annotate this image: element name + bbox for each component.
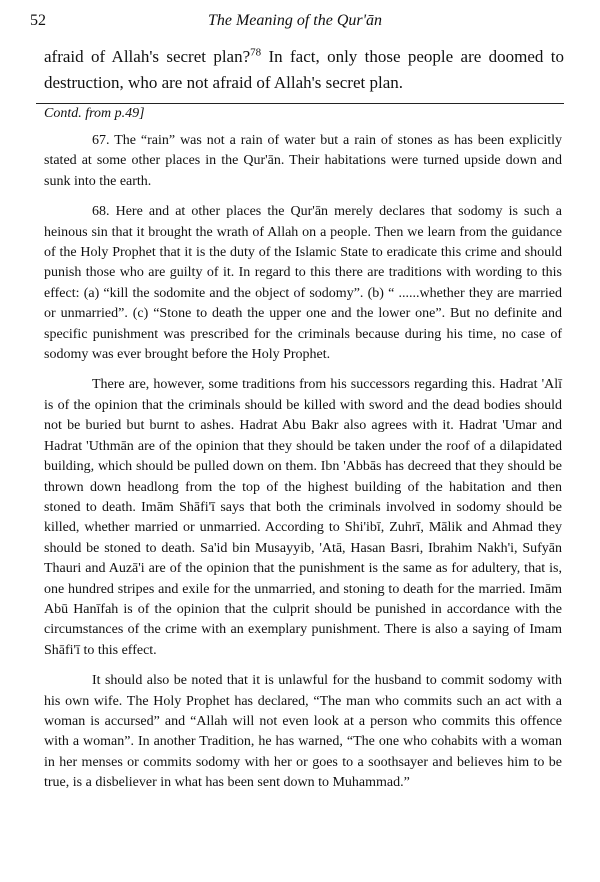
running-title: The Meaning of the Qur'ān <box>207 12 383 29</box>
footnote-68-successors: There are, however, some traditions from his successors regarding this. Hadrat 'Alī is of the opinion that the criminals should be killed with sword and the dead bodies should not be buried but burnt to ashes. Hadrat Abu Bakr also agrees with it. Hadrat 'Umar and Hadrat 'Uthmān are of the opinion that they should be taken under the roof of a dilapidated building, which should be pulled down on them. Ibn 'Abbās has decreed that they should be thrown down headlong from the top of the highest building of the habitation and then stoned to death. Imām Shāfi'ī says that both the criminals involved in sodomy should be killed, whether married or unmarried. According to Shi'ibī, Zuhrī, Mālik and Ahmad they should be stoned to death. Sa'id bin Musayyib, 'Atā, Hasan Basri, Ibrahim Nakh'i, Sufyān Thauri and Auzā'i are of the opinion that the punishment is the same as for adultery, that is, one hundred stripes and exile for the unmarried, and stoning to death for the married. Imām Abū Hanīfah is of the opinion that the culprit should be punished in accordance with the circumstances of the crime with an exemplary punishment. There is also a saying of Imam Shāfi'ī to this effect. <box>44 377 562 658</box>
page-number: 52 <box>30 12 46 29</box>
footnote-68-wife: It should also be noted that it is unlawful for the husband to commit sodomy with his own wife. The Holy Prophet has declared, “The man who commits such an act with a woman is accursed” and “Allah will not even look at a person who commits this offence with a woman”. In another Tradition, he has warned, “The one who cohabits with a woman in her menses or commits sodomy with her or goes to a soothsayer and believes him to be true, is a disbeliever in what has been sent down to Muhammad.” <box>44 673 562 791</box>
main-text-before-note: afraid of Allah's secret plan? <box>44 47 251 66</box>
footnote-divider <box>36 103 564 104</box>
continued-label: Contd. from p.49] <box>44 106 145 121</box>
footnote-68: 68. Here and at other places the Qur'ān merely declares that sodomy is such a heinous sin that it brought the wrath of Allah on a people. Then we learn from the guidance of the Holy Prophet that it is the duty of the Islamic State to eradicate this crime and should punish those who are guilty of it. In regard to this there are traditions with wording to this effect: (a) “kill the sodomite and the object of sodomy”. (b) “ ......whether they are married or unmarried”. (c) “Stone to death the upper one and the lower one”. But no definite and specific punishment was prescribed for the criminals because during his time, no case of sodomy was ever brought before the Holy Prophet. <box>44 204 562 363</box>
main-text <box>44 44 564 96</box>
main-text-after-note: In fact, only those people are doomed to destruction, who are not afraid of Allah's secret plan. <box>44 47 564 92</box>
footnotes-section <box>44 131 562 804</box>
footnote-67: 67. The “rain” was not a rain of water but a rain of stones as has been explicitly stated at some other places in the Qur'ān. Their habitations were turned upside down and sunk into the earth. <box>44 133 562 189</box>
page-header <box>30 12 560 36</box>
footnote-reference[interactable]: 78 <box>250 46 262 59</box>
